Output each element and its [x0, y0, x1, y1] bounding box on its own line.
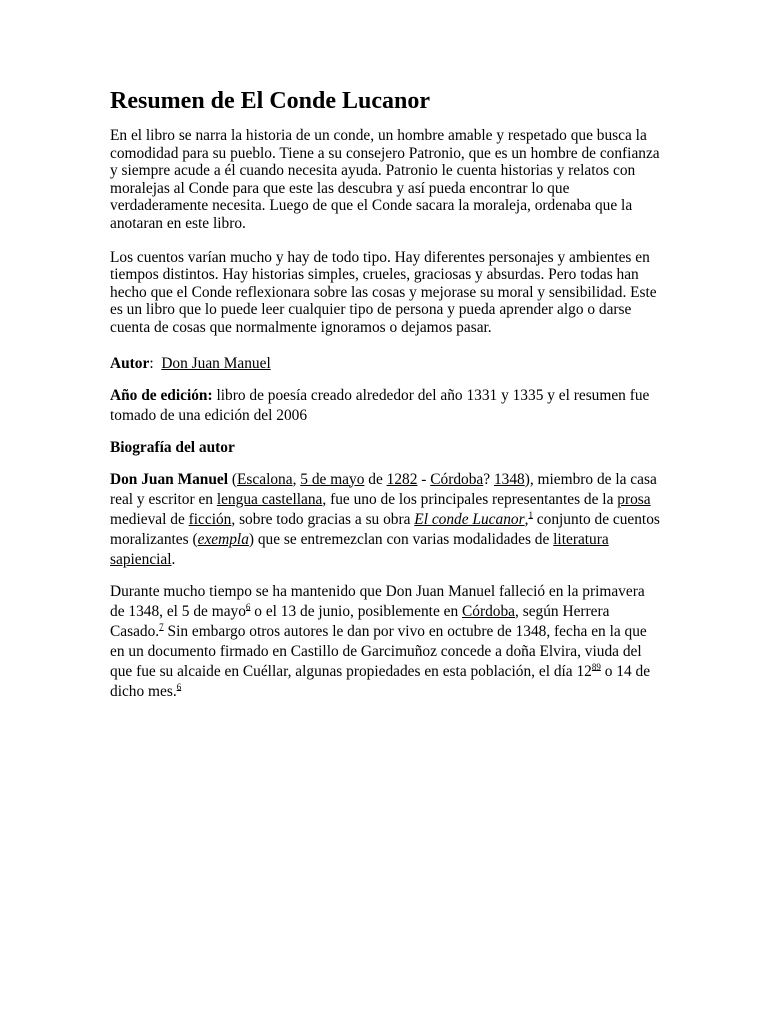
bio-text: , [524, 510, 529, 528]
link-birth-date[interactable]: 5 de mayo [300, 470, 365, 488]
bio-text: de [364, 470, 387, 488]
bio-text: , [292, 470, 301, 488]
footnote-ref[interactable]: 6 [176, 681, 182, 692]
author-separator: : [149, 354, 162, 372]
bio-text: medieval de [110, 510, 189, 528]
biography-paragraph [110, 470, 662, 570]
bio-text: ( [228, 470, 238, 488]
link-lengua-castellana[interactable]: lengua castellana [216, 490, 323, 508]
link-ficcion[interactable]: ficción [188, 510, 232, 528]
page-title: Resumen de El Conde Lucanor [110, 88, 431, 114]
summary-paragraph-2: Los cuentos varían mucho y hay de todo tipo. Hay diferentes personajes y ambientes en tiempos distintos. Hay historias simples, crueles, graciosas y absurdas. Pero todas han hecho que el Conde reflexionara sobre las cosas y mejorase su moral y sensibilidad. Este es un libro que lo puede leer cualquier tipo de persona y pueda aprender algo o darse cuenta de cosas que normalmente ignoramos o dejamos pasar. [110, 248, 657, 336]
document-page [110, 86, 662, 714]
death-text: o el 13 de junio, posiblemente en [250, 602, 462, 620]
bio-text: ? [483, 470, 494, 488]
edition-line [110, 386, 662, 426]
bio-text: . [171, 550, 176, 568]
link-cordoba[interactable]: Córdoba [430, 470, 484, 488]
biography-heading [110, 438, 662, 458]
death-text: , según Herrera Casado. [110, 602, 610, 640]
link-el-conde-lucanor[interactable]: El conde Lucanor [414, 510, 525, 528]
death-text: Sin embargo otros autores le dan por vivo en octubre de 1348, fecha en la que en un documento firmado en Castillo de Garcimuñoz concede a doña Elvira, viuda del que fue su alcaide en Cuéllar, algunas propiedades en esta población, el día 12 [110, 622, 647, 680]
link-cordoba-death[interactable]: Córdoba [462, 602, 516, 620]
bio-text: - [417, 470, 431, 488]
footnote-ref[interactable]: 1 [528, 509, 533, 520]
edition-text: libro de poesía creado alrededor del año 1331 y 1335 y el resumen fue tomado de una edición del 2006 [110, 386, 650, 424]
link-1348[interactable]: 1348 [493, 470, 525, 488]
bio-text: conjunto de cuentos moralizantes ( [110, 510, 660, 548]
link-escalona[interactable]: Escalona [237, 470, 293, 488]
link-prosa[interactable]: prosa [617, 490, 651, 508]
link-1282[interactable]: 1282 [386, 470, 418, 488]
bio-text: , fue uno de los principales representantes de la [322, 490, 618, 508]
footnote-ref[interactable]: 7 [159, 621, 164, 632]
footnote-ref[interactable]: 89 [591, 661, 601, 672]
edition-label: Año de edición: [110, 386, 213, 404]
summary-paragraph-1: En el libro se narra la historia de un conde, un hombre amable y respetado que busca la comodidad para su pueblo. Tiene a su consejero Patronio, que es un hombre de confianza y siempre acude a él cuando necesita ayuda. Patronio le cuenta historias y relatos con moralejas al Conde para que este las descubra y así pueda encontrar lo que verdaderamente necesita. Luego de que el Conde sacara la moraleja, ordenaba que la anotaran en este libro. [110, 127, 660, 232]
death-text: o 14 de dicho mes. [110, 662, 651, 700]
link-literatura-sapiencial[interactable]: literatura sapiencial [110, 530, 609, 568]
author-label: Autor [110, 354, 150, 372]
author-line [110, 354, 662, 374]
footnote-ref[interactable]: 6 [245, 601, 251, 612]
link-exempla[interactable]: exempla [197, 530, 249, 548]
death-text: Durante mucho tiempo se ha mantenido que Don Juan Manuel falleció en la primavera de 1348, el 5 de mayo [110, 582, 645, 620]
biography-heading-text: Biografía del autor [110, 438, 235, 456]
bio-text: ) que se entremezclan con varias modalidades de [248, 530, 554, 548]
bio-text: , sobre todo gracias a su obra [231, 510, 415, 528]
bio-name: Don Juan Manuel [110, 470, 229, 488]
author-link[interactable]: Don Juan Manuel [161, 354, 271, 372]
death-paragraph [110, 582, 662, 702]
bio-text: ), miembro de la casa real y escritor en [110, 470, 657, 508]
